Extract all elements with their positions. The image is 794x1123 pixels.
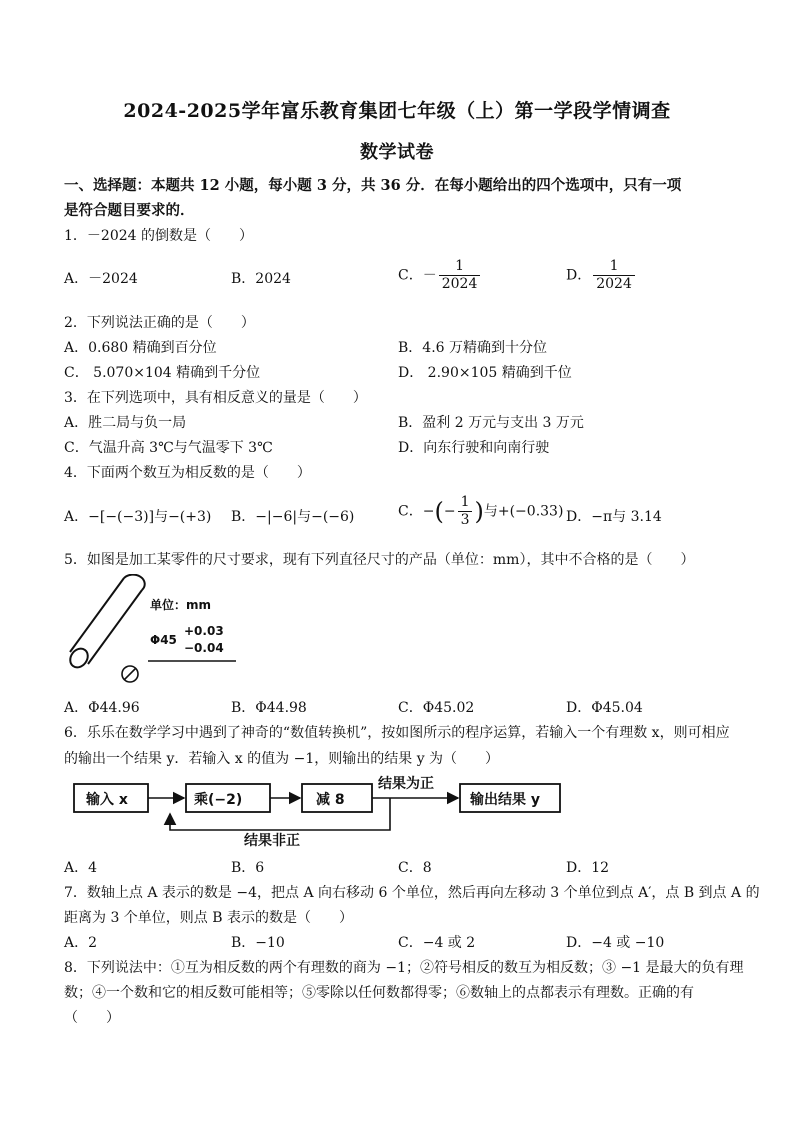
question-7-stem: 7．数轴上点 A 表示的数是 −4，把点 A 向右移动 6 个单位，然后再向左移动 3 个单位到点 A′，点 B 到点 A 的 [64,885,760,901]
option-label: C． [398,503,423,520]
question-7-stem-cont: 距离为 3 个单位，则点 B 表示的数是（ ） [64,910,353,926]
q3-option-d[interactable]: D．向东行驶和向南行驶 [398,440,550,456]
cylinder-icon [67,575,145,671]
q1-option-b[interactable] [231,268,291,288]
fraction [593,258,635,293]
q5-option-c[interactable]: C．Φ45.02 [398,700,475,716]
question-8-stem-end: （ ） [64,1010,120,1026]
option-label: D． [566,509,592,525]
q4-option-c[interactable] [398,494,563,529]
fraction-numerator: 1 [439,258,481,276]
fraction [439,258,481,293]
option-value: −|−6|与−(−6) [255,509,355,525]
q5-option-d[interactable]: D．Φ45.04 [566,700,643,716]
q5-option-a[interactable]: A．Φ44.96 [64,700,140,716]
q7-option-b[interactable]: B．−10 [231,935,285,951]
q1-option-c[interactable] [398,258,482,293]
q3-option-c[interactable]: C．气温升高 3℃与气温零下 3℃ [64,440,273,456]
option-value: −[−(−3)]与−(+3) [88,509,212,525]
question-6-stem-cont: 的输出一个结果 y．若输入 x 的值为 −1，则输出的结果 y 为（ ） [64,751,500,767]
section-heading-cont: 是符合题目要求的． [64,202,195,219]
q1-option-d[interactable] [566,258,637,293]
q2-option-a[interactable]: A．0.680 精确到百分位 [64,340,217,356]
fraction-numerator: 1 [458,494,473,512]
q3-option-a[interactable]: A．胜二局与负一局 [64,415,187,431]
option-value: 2024 [255,271,291,287]
input-box-label: 输入 x [86,792,128,808]
q4-option-b[interactable] [231,506,354,526]
converter-flowchart [64,770,564,848]
part-figure [64,574,244,684]
q6-option-c[interactable]: C．8 [398,860,432,876]
question-6-stem: 6．乐乐在数学学习中遇到了神奇的“数值转换机”，按如图所示的程序运算，若输入一个有理数 x，则可相应 [64,725,730,741]
option-sign: − [422,503,435,520]
question-2-stem: 2．下列说法正确的是（ ） [64,315,255,331]
section-heading: 一、选择题：本题共 12 小题，每小题 3 分，共 36 分．在每小题给出的四个选项中，只有一项 [64,177,682,194]
option-label: D． [566,267,592,284]
q7-option-a[interactable]: A．2 [64,935,98,951]
fraction-denominator: 2024 [441,276,478,292]
question-8-stem: 8．下列说法中：①互为相反数的两个有理数的商为 −1；②符号相反的数互为相反数；③ −1 是最大的负有理 [64,960,744,976]
fraction-numerator: 1 [593,258,635,276]
option-label: B． [231,509,256,525]
option-label: B． [231,271,256,287]
option-value: －2024 [88,271,138,287]
q4-option-a[interactable] [64,506,211,526]
q2-option-d[interactable]: D． 2.90×105 精确到千位 [398,365,572,381]
figure-unit: 单位：mm [150,598,212,612]
figure-lower-tolerance: −0.04 [184,641,224,655]
option-sign: － [422,267,437,284]
fraction-denominator: 2024 [596,276,632,292]
option-value: −π与 3.14 [591,509,662,525]
question-3-stem: 3．在下列选项中，具有相反意义的量是（ ） [64,390,367,406]
left-paren-glyph: ( [434,497,444,526]
q7-option-d[interactable]: D．−4 或 −10 [566,935,665,951]
option-label: A． [64,509,89,525]
question-8-stem-cont: 数；④一个数和它的相反数可能相等；⑤零除以任何数都得零；⑥数轴上的点都表示有理数。正确的有 [64,985,694,1001]
q6-option-a[interactable]: A．4 [64,860,98,876]
question-4-stem: 4．下面两个数互为相反数的是（ ） [64,465,311,481]
exam-title: 2024-2025学年富乐教育集团七年级（上）第一学段学情调查 [123,100,671,122]
positive-result-label: 结果为正 [378,776,434,792]
fraction [458,494,473,529]
output-box-label: 输出结果 y [470,792,540,808]
q5-option-b[interactable]: B．Φ44.98 [231,700,307,716]
q2-option-b[interactable]: B．4.6 万精确到十分位 [398,340,548,356]
option-label: C． [398,267,423,284]
option-value: 与+(−0.33) [483,503,564,520]
subtract-box-label: 减 8 [316,792,345,808]
fraction-denominator: 3 [460,512,470,528]
option-sign: − [443,503,456,520]
question-5-stem: 5．如图是加工某零件的尺寸要求，现有下列直径尺寸的产品（单位：mm），其中不合格的是（ ） [64,552,695,568]
q6-option-d[interactable]: D．12 [566,860,610,876]
q7-option-c[interactable]: C．−4 或 2 [398,935,476,951]
exam-subtitle: 数学试卷 [360,142,434,163]
q1-option-a[interactable] [64,268,138,288]
figure-base-size: Φ45 [150,633,177,647]
q3-option-b[interactable]: B．盈利 2 万元与支出 3 万元 [398,415,584,431]
q2-option-c[interactable]: C． 5.070×104 精确到千分位 [64,365,261,381]
cross-section-icon [122,666,138,682]
right-paren-glyph: ) [474,497,484,526]
multiply-box-label: 乘(−2) [194,792,243,808]
question-1-stem: 1．－2024 的倒数是（ ） [64,228,253,244]
q6-option-b[interactable]: B．6 [231,860,265,876]
option-label: A． [64,271,89,287]
nonpositive-result-label: 结果非正 [244,833,300,848]
q4-option-d[interactable] [566,506,662,526]
figure-upper-tolerance: +0.03 [184,624,224,638]
